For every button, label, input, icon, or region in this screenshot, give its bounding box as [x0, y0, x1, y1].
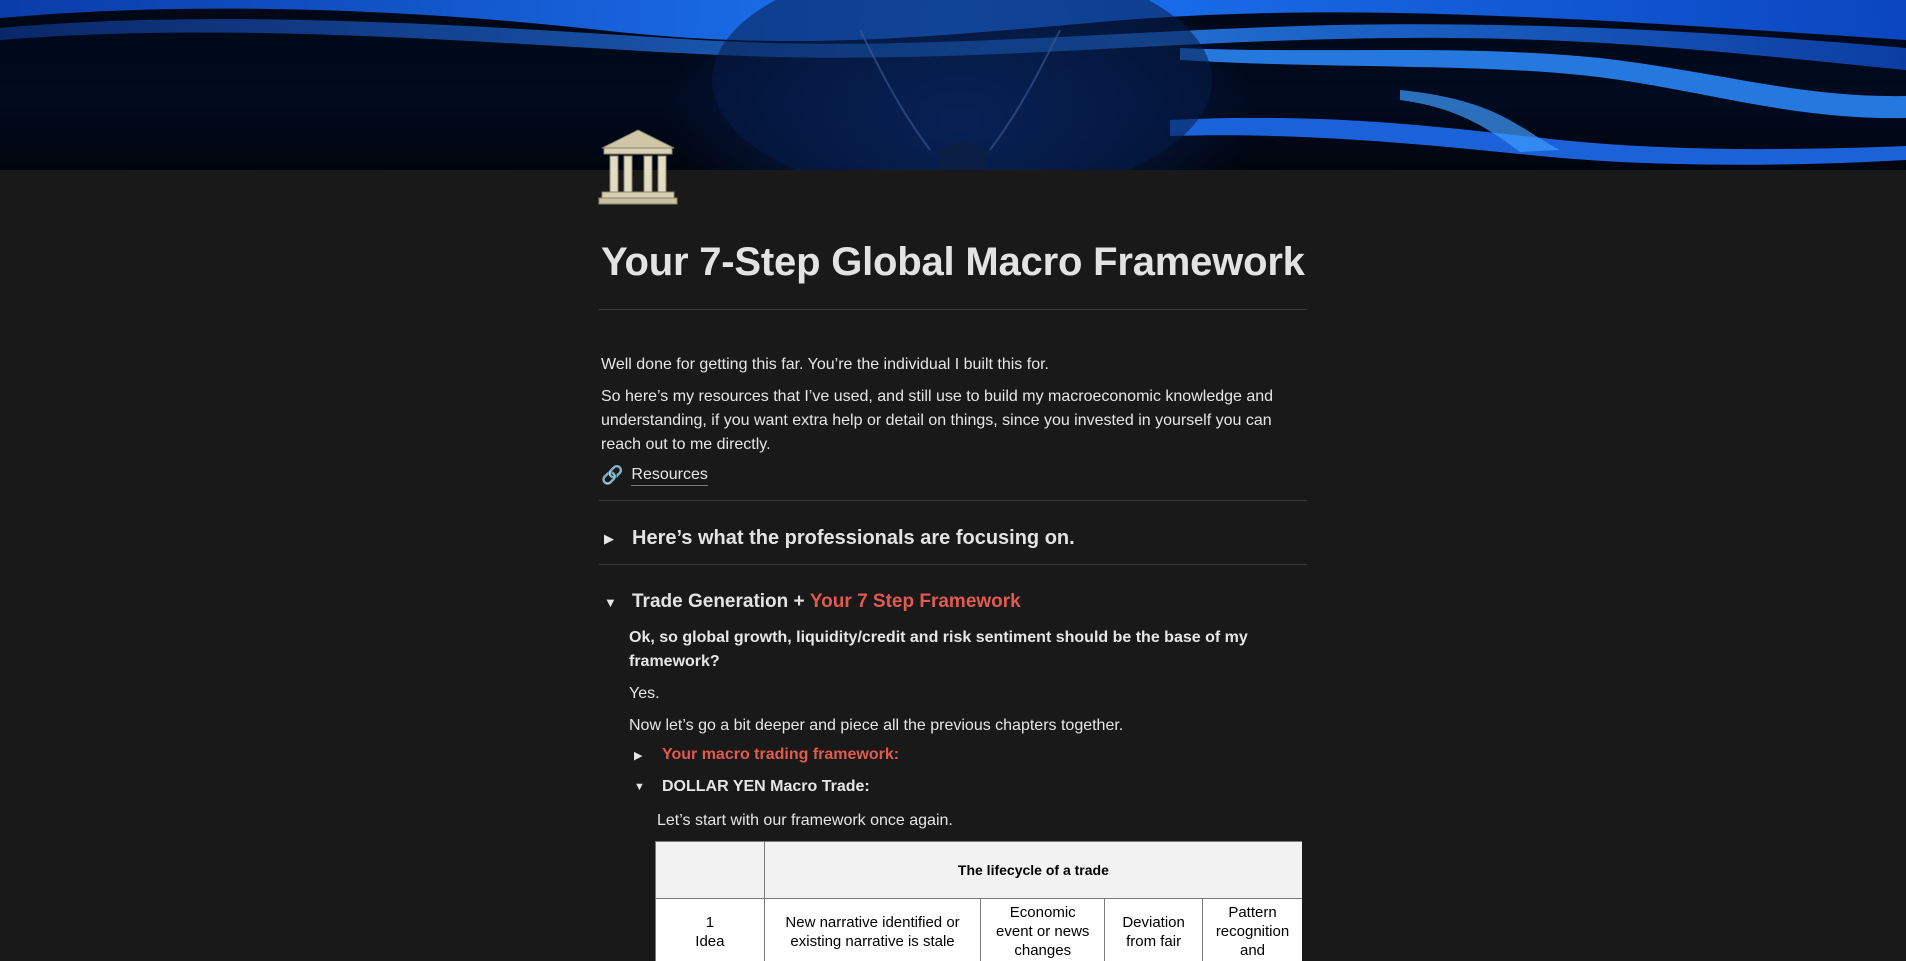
- question-line-1[interactable]: Ok, so global growth, liquidity/credit and risk sentiment should be the base of my: [629, 626, 1248, 650]
- lifecycle-table-image[interactable]: [655, 841, 1303, 961]
- toggle-trade-generation-label: Trade Generation +: [632, 591, 810, 613]
- table-cell-economic-event: Economic event or news changes: [981, 899, 1105, 961]
- toggle-professionals[interactable]: [604, 527, 1075, 550]
- resources-link[interactable]: [601, 465, 708, 486]
- title-divider: [599, 309, 1307, 310]
- intro-paragraph-2-line-1[interactable]: So here’s my resources that I’ve used, and still use to build my macroeconomic knowledge and: [601, 385, 1273, 409]
- resources-divider: [599, 500, 1307, 501]
- toggle-professionals-label: Here’s what the professionals are focusing on.: [632, 527, 1075, 550]
- table-cell-narrative: New narrative identified or existing narrative is stale: [764, 899, 981, 961]
- toggle-dollar-yen-trade[interactable]: [634, 778, 870, 796]
- toggle-macro-trading-framework[interactable]: [634, 746, 899, 764]
- expanded-triangle-icon[interactable]: ▼: [634, 781, 662, 793]
- toggle-divider: [599, 564, 1307, 565]
- table-cell-idea: 1 Idea: [656, 899, 765, 961]
- toggle-dollar-yen-trade-label: DOLLAR YEN Macro Trade:: [662, 778, 870, 796]
- question-line-2[interactable]: framework?: [629, 650, 720, 674]
- lifecycle-table: [655, 841, 1303, 961]
- table-edge: [1302, 841, 1306, 961]
- dollar-yen-intro-text[interactable]: Let’s start with our framework once again.: [657, 809, 953, 833]
- table-header-title: The lifecycle of a trade: [764, 842, 1302, 899]
- intro-paragraph-2-line-3[interactable]: reach out to me directly.: [601, 433, 771, 457]
- table-cell-deviation: Deviation from fair: [1105, 899, 1203, 961]
- followup-text[interactable]: Now let’s go a bit deeper and piece all the previous chapters together.: [629, 714, 1123, 738]
- link-icon: 🔗: [601, 465, 623, 486]
- collapsed-triangle-icon[interactable]: ▶: [634, 749, 662, 762]
- toggle-trade-generation-accent: Your 7 Step Framework: [810, 591, 1021, 613]
- table-header-empty: [656, 842, 765, 899]
- page-icon[interactable]: [598, 126, 678, 206]
- classical-building-icon: [598, 126, 678, 206]
- resources-link-text[interactable]: Resources: [631, 465, 707, 486]
- page-title[interactable]: Your 7-Step Global Macro Framework: [601, 240, 1305, 285]
- collapsed-triangle-icon[interactable]: ▶: [604, 531, 632, 547]
- cover-artwork: [0, 0, 1906, 170]
- table-cell-pattern: Pattern recognition and: [1203, 899, 1303, 961]
- page-cover-image[interactable]: [0, 0, 1906, 170]
- intro-paragraph-2-line-2[interactable]: understanding, if you want extra help or detail on things, since you invested in yourself you can: [601, 409, 1272, 433]
- toggle-macro-trading-framework-label: Your macro trading framework:: [662, 746, 899, 764]
- toggle-trade-generation[interactable]: [604, 591, 1021, 613]
- expanded-triangle-icon[interactable]: ▼: [604, 595, 632, 610]
- intro-paragraph-1[interactable]: Well done for getting this far. You’re the individual I built this for.: [601, 353, 1049, 377]
- answer-text[interactable]: Yes.: [629, 682, 660, 706]
